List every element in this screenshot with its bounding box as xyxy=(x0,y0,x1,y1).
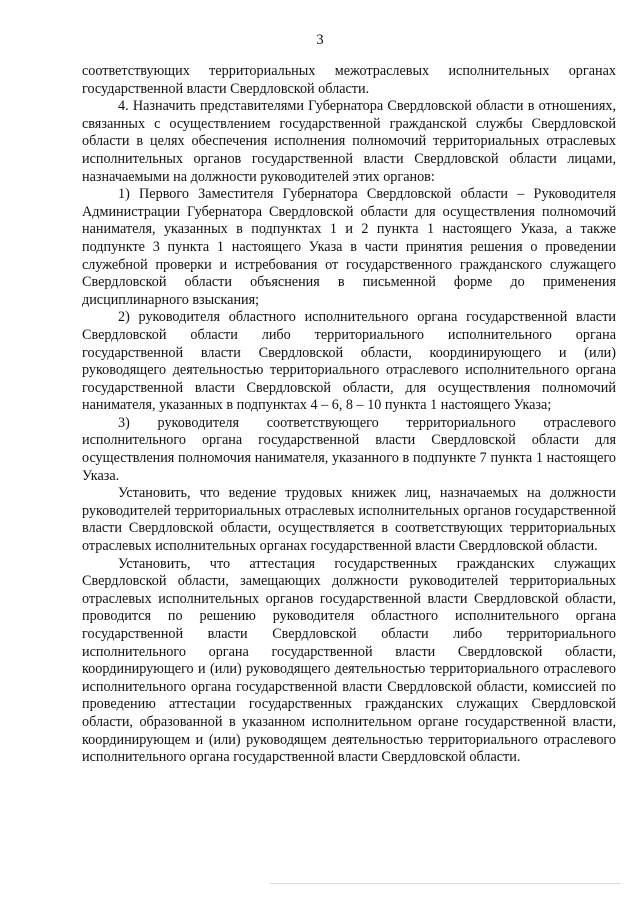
paragraph-subitem-1: 1) Первого Заместителя Губернатора Свердловской области – Руководителя Администрации Губернатора Свердловской области для осуществления полномочий нанимателя, указанных в подпунктах 1 и 2 пункта 1 настоящего Указа, а также подпункте 3 пункта 1 настоящего Указа в части принятия решения о проведении служебной проверки и истребования от государственного гражданского служащего Свердловской области объяснения в письменной форме до применения дисциплинарного взыскания; xyxy=(82,186,616,308)
paragraph-item-4: 4. Назначить представителями Губернатора Свердловской области в отношениях, связанных с осуществлением государственной гражданской службы Свердловской области в целях обеспечения исполнения полномочий территориальных отраслевых исполнительных органов государственной власти Свердловской области лицами, назначаемыми на должности руководителей этих органов: xyxy=(82,98,616,185)
paragraph-continuation: соответствующих территориальных межотраслевых исполнительных органах государственной власти Свердловской области. xyxy=(82,63,616,97)
paragraph-subitem-3: 3) руководителя соответствующего территориального отраслевого исполнительного органа государственной власти Свердловской области для осуществления полномочия нанимателя, указанного в подпункте 7 пункта 1 настоящего Указа. xyxy=(82,414,616,484)
document-body xyxy=(82,63,616,767)
paragraph-subitem-2: 2) руководителя областного исполнительного органа государственной власти Свердловской области либо территориального исполнительного органа государственной власти Свердловской области, координирующего и (или) руководящего деятельностью территориального отраслевого исполнительного органа государственной власти Свердловской области, для осуществления полномочий нанимателя, указанных в подпунктах 4 – 6, 8 – 10 пункта 1 настоящего Указа; xyxy=(82,309,616,414)
footer-divider xyxy=(270,883,620,884)
paragraph-attestation: Установить, что аттестация государственных гражданских служащих Свердловской области, замещающих должности руководителей территориальных отраслевых исполнительных органов государственной власти Свердловской области, проводится по решению руководителя областного исполнительного органа государственной власти Свердловской области либо территориального исполнительного органа государственной власти Свердловской области, координирующего и (или) руководящего деятельностью территориального отраслевого исполнительного органа государственной власти Свердловской области, комиссией по проведению аттестации государственных гражданских служащих Свердловской области, образованной в указанном исполнительном органе государственной власти, координирующем и (или) руководящем деятельностью территориального отраслевого исполнительного органа государственной власти Свердловской области. xyxy=(82,555,616,766)
paragraph-labor-books: Установить, что ведение трудовых книжек лиц, назначаемых на должности руководителей территориальных отраслевых исполнительных органов государственной власти Свердловской области, осуществляется в соответствующих территориальных отраслевых исполнительных органах государственной власти Свердловской области. xyxy=(82,485,616,555)
page-number: 3 xyxy=(316,32,324,48)
